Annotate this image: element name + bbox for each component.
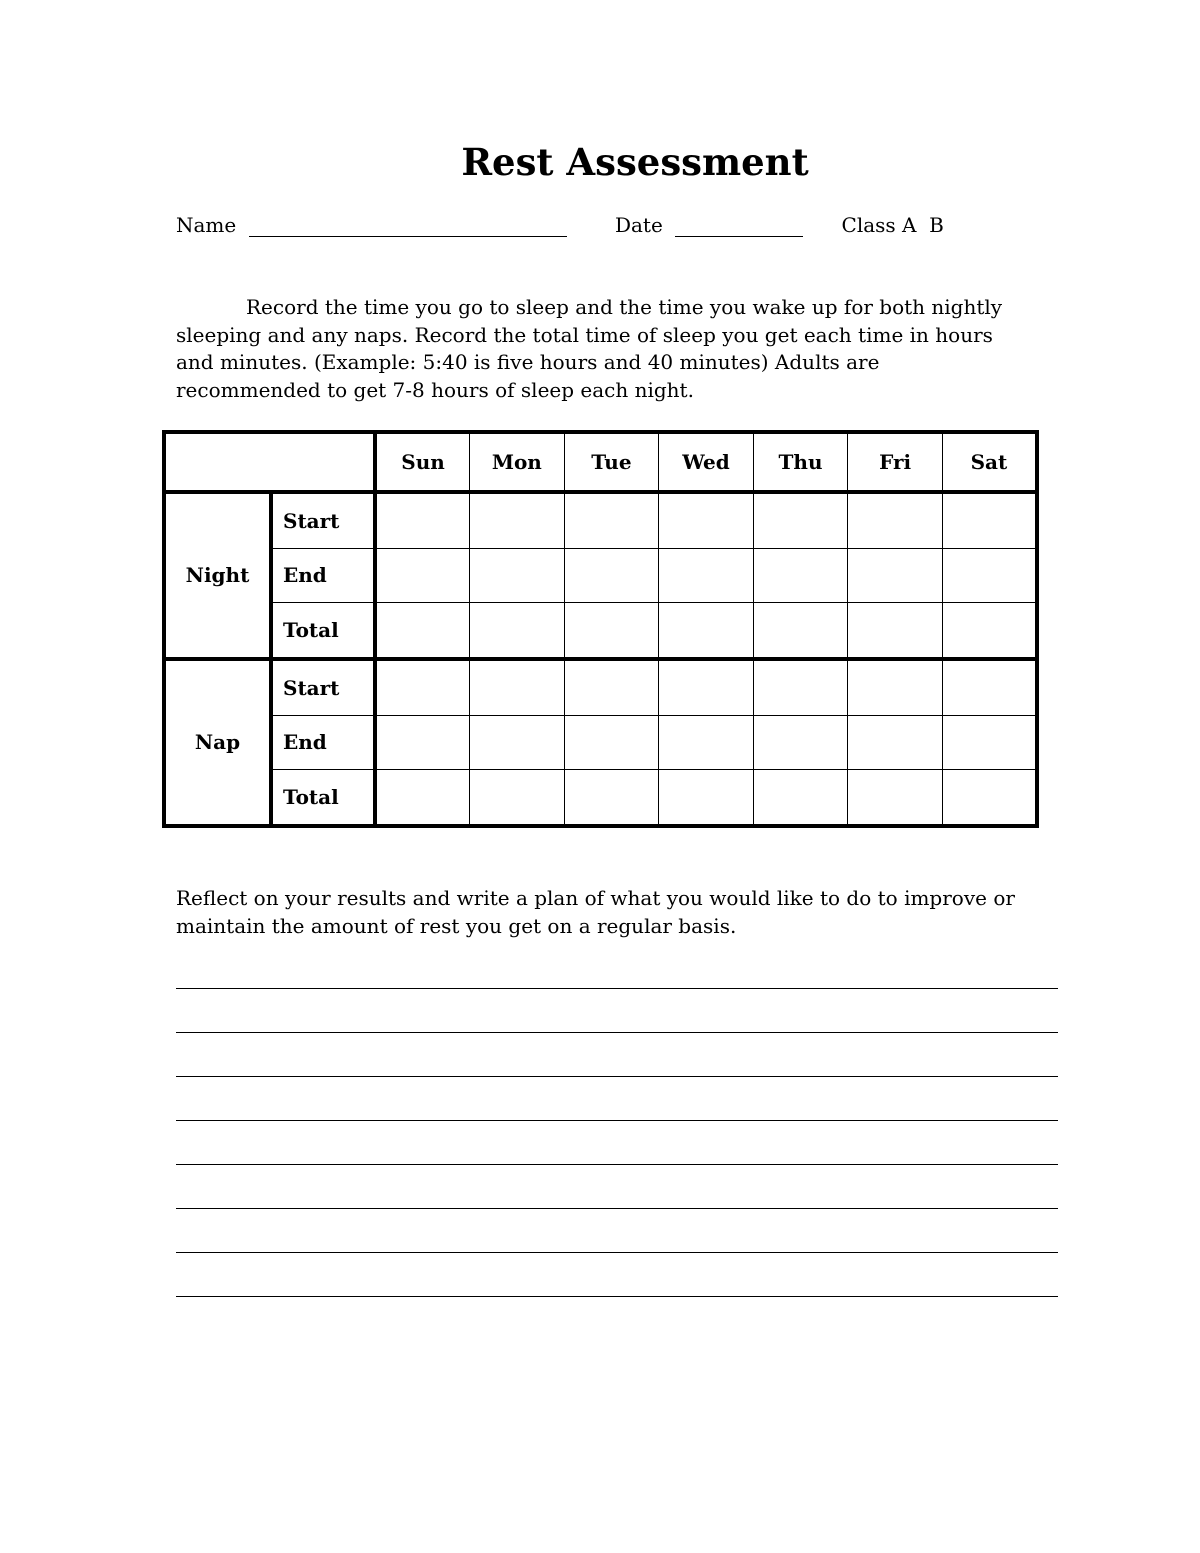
entry-cell[interactable] — [942, 549, 1037, 603]
entry-cell[interactable] — [753, 769, 848, 826]
writing-line[interactable] — [176, 988, 1058, 1032]
entry-cell[interactable] — [470, 602, 565, 659]
entry-cell[interactable] — [470, 492, 565, 549]
writing-line[interactable] — [176, 1252, 1058, 1296]
entry-cell[interactable] — [942, 602, 1037, 659]
entry-cell[interactable] — [848, 659, 943, 716]
writing-line[interactable] — [176, 1296, 1058, 1340]
instructions-paragraph: Record the time you go to sleep and the time you wake up for both nightly sleeping and any naps. Record the total time of sleep you get each time in hours and minutes. (Example: 5:40 is five hours and 40 minutes) Adults are recommended to get 7-8 hours of sleep each night. — [176, 295, 1003, 402]
entry-cell[interactable] — [753, 716, 848, 770]
entry-cell[interactable] — [375, 716, 470, 770]
entry-cell[interactable] — [659, 716, 754, 770]
row-label: End — [271, 716, 375, 770]
entry-cell[interactable] — [753, 549, 848, 603]
entry-cell[interactable] — [470, 659, 565, 716]
day-header: Tue — [564, 432, 659, 492]
day-header: Fri — [848, 432, 943, 492]
entry-cell[interactable] — [659, 659, 754, 716]
entry-cell[interactable] — [470, 549, 565, 603]
writing-line[interactable] — [176, 1208, 1058, 1252]
writing-lines — [176, 988, 1058, 1340]
entry-cell[interactable] — [942, 716, 1037, 770]
entry-cell[interactable] — [564, 549, 659, 603]
row-label: Total — [271, 769, 375, 826]
table-header-row — [164, 432, 1037, 492]
row-label: End — [271, 549, 375, 603]
entry-cell[interactable] — [753, 492, 848, 549]
entry-cell[interactable] — [848, 549, 943, 603]
entry-cell[interactable] — [848, 716, 943, 770]
entry-cell[interactable] — [470, 716, 565, 770]
entry-cell[interactable] — [375, 492, 470, 549]
entry-cell[interactable] — [848, 602, 943, 659]
group-label-nap: Nap — [164, 659, 271, 826]
entry-cell[interactable] — [659, 769, 754, 826]
writing-line[interactable] — [176, 1120, 1058, 1164]
entry-cell[interactable] — [564, 492, 659, 549]
row-label: Total — [271, 602, 375, 659]
group-label-night: Night — [164, 492, 271, 659]
row-label: Start — [271, 492, 375, 549]
class-label: Class A B — [841, 213, 944, 237]
entry-cell[interactable] — [564, 602, 659, 659]
entry-cell[interactable] — [753, 659, 848, 716]
entry-cell[interactable] — [942, 769, 1037, 826]
table-row — [164, 716, 1037, 770]
table-row — [164, 769, 1037, 826]
entry-cell[interactable] — [375, 769, 470, 826]
reflection-prompt: Reflect on your results and write a plan of what you would like to do to improve or maintain the amount of rest you get on a regular basis. — [176, 886, 1015, 938]
entry-cell[interactable] — [375, 659, 470, 716]
entry-cell[interactable] — [753, 602, 848, 659]
name-blank[interactable] — [249, 214, 567, 237]
date-blank[interactable] — [675, 214, 803, 237]
table-row — [164, 549, 1037, 603]
day-header: Sun — [375, 432, 470, 492]
entry-cell[interactable] — [470, 769, 565, 826]
table-row — [164, 492, 1037, 549]
writing-line[interactable] — [176, 1076, 1058, 1120]
entry-cell[interactable] — [942, 659, 1037, 716]
entry-cell[interactable] — [564, 659, 659, 716]
day-header: Sat — [942, 432, 1037, 492]
sleep-log-table — [162, 430, 1039, 828]
header-fields — [176, 213, 944, 237]
writing-line[interactable] — [176, 1032, 1058, 1076]
entry-cell[interactable] — [564, 716, 659, 770]
entry-cell[interactable] — [564, 769, 659, 826]
day-header: Mon — [470, 432, 565, 492]
row-label: Start — [271, 659, 375, 716]
entry-cell[interactable] — [375, 549, 470, 603]
day-header: Wed — [659, 432, 754, 492]
entry-cell[interactable] — [659, 492, 754, 549]
entry-cell[interactable] — [375, 602, 470, 659]
table-row — [164, 659, 1037, 716]
corner-cell — [164, 432, 375, 492]
entry-cell[interactable] — [659, 602, 754, 659]
entry-cell[interactable] — [848, 492, 943, 549]
writing-line[interactable] — [176, 1164, 1058, 1208]
date-label: Date — [614, 213, 663, 237]
entry-cell[interactable] — [659, 549, 754, 603]
table-row — [164, 602, 1037, 659]
name-label: Name — [176, 213, 237, 237]
day-header: Thu — [753, 432, 848, 492]
entry-cell[interactable] — [848, 769, 943, 826]
page-title: Rest Assessment — [461, 140, 809, 184]
entry-cell[interactable] — [942, 492, 1037, 549]
